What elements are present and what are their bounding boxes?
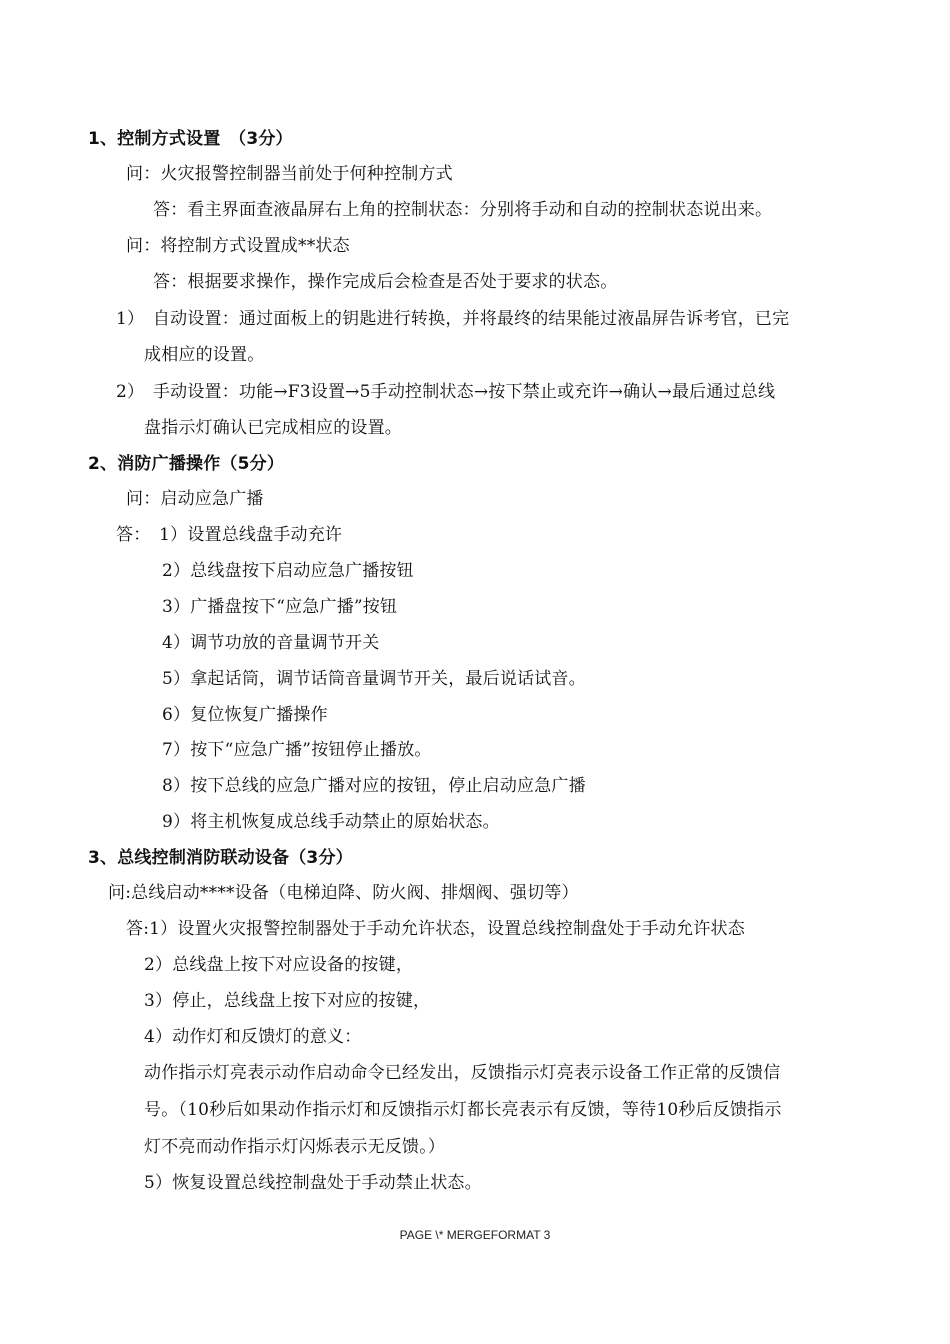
section-1-heading: 1、控制方式设置 （3分） (88, 129, 293, 149)
paragraph-line: 动作指示灯亮表示动作启动命令已经发出，反馈指示灯亮表示设备工作正常的反馈信 (144, 1063, 781, 1083)
answer-text: 答： 1）设置总线盘手动充许 (116, 525, 343, 545)
list-item: 8）按下总线的应急广播对应的按钮，停止启动应急广播 (162, 776, 586, 796)
list-item: 1） 自动设置：通过面板上的钥匙进行转换，并将最终的结果能过液晶屏告诉考官，已完 (116, 309, 790, 329)
paragraph-line: 灯不亮而动作指示灯闪烁表示无反馈。） (144, 1137, 446, 1157)
section-2-heading: 2、消防广播操作（5分） (88, 454, 285, 474)
list-item: 4）调节功放的音量调节开关 (162, 633, 380, 653)
list-item-continuation: 盘指示灯确认已完成相应的设置。 (144, 418, 402, 438)
list-item: 5）恢复设置总线控制盘处于手动禁止状态。 (144, 1173, 482, 1193)
list-item-continuation: 成相应的设置。 (144, 345, 265, 365)
list-item: 2）总线盘上按下对应设备的按键， (144, 955, 414, 975)
list-item: 6）复位恢复广播操作 (162, 705, 328, 725)
paragraph-line: 号。（10秒后如果动作指示灯和反馈指示灯都长亮表示有反馈，等待10秒后反馈指示 (144, 1100, 782, 1120)
question-text: 问：火灾报警控制器当前处于何种控制方式 (126, 164, 453, 184)
list-item: 7）按下“应急广播”按钮停止播放。 (162, 740, 432, 760)
question-text: 问：将控制方式设置成**状态 (126, 236, 350, 256)
question-text: 问：启动应急广播 (126, 489, 264, 509)
list-item: 2） 手动设置：功能→F3设置→5手动控制状态→按下禁止或充许→确认→最后通过总线 (116, 382, 776, 402)
list-item: 3）广播盘按下“应急广播”按钮 (162, 597, 398, 617)
list-item: 2）总线盘按下启动应急广播按钮 (162, 561, 414, 581)
list-item: 5）拿起话筒，调节话筒音量调节开关，最后说话试音。 (162, 669, 586, 689)
answer-text: 答：看主界面查液晶屏右上角的控制状态：分别将手动和自动的控制状态说出来。 (153, 200, 773, 220)
section-3-heading: 3、总线控制消防联动设备（3分） (88, 848, 353, 868)
answer-text: 答：根据要求操作，操作完成后会检查是否处于要求的状态。 (153, 272, 618, 292)
list-item: 9）将主机恢复成总线手动禁止的原始状态。 (162, 812, 500, 832)
list-item: 4）动作灯和反馈灯的意义： (144, 1027, 362, 1047)
answer-text: 答:1）设置火灾报警控制器处于手动允许状态，设置总线控制盘处于手动允许状态 (126, 919, 745, 939)
question-text: 问:总线启动****设备（电梯迫降、防火阀、排烟阀、强切等） (108, 883, 579, 903)
list-item: 3）停止，总线盘上按下对应的按键， (144, 991, 431, 1011)
page-footer: PAGE \* MERGEFORMAT 3 (399, 1228, 551, 1242)
